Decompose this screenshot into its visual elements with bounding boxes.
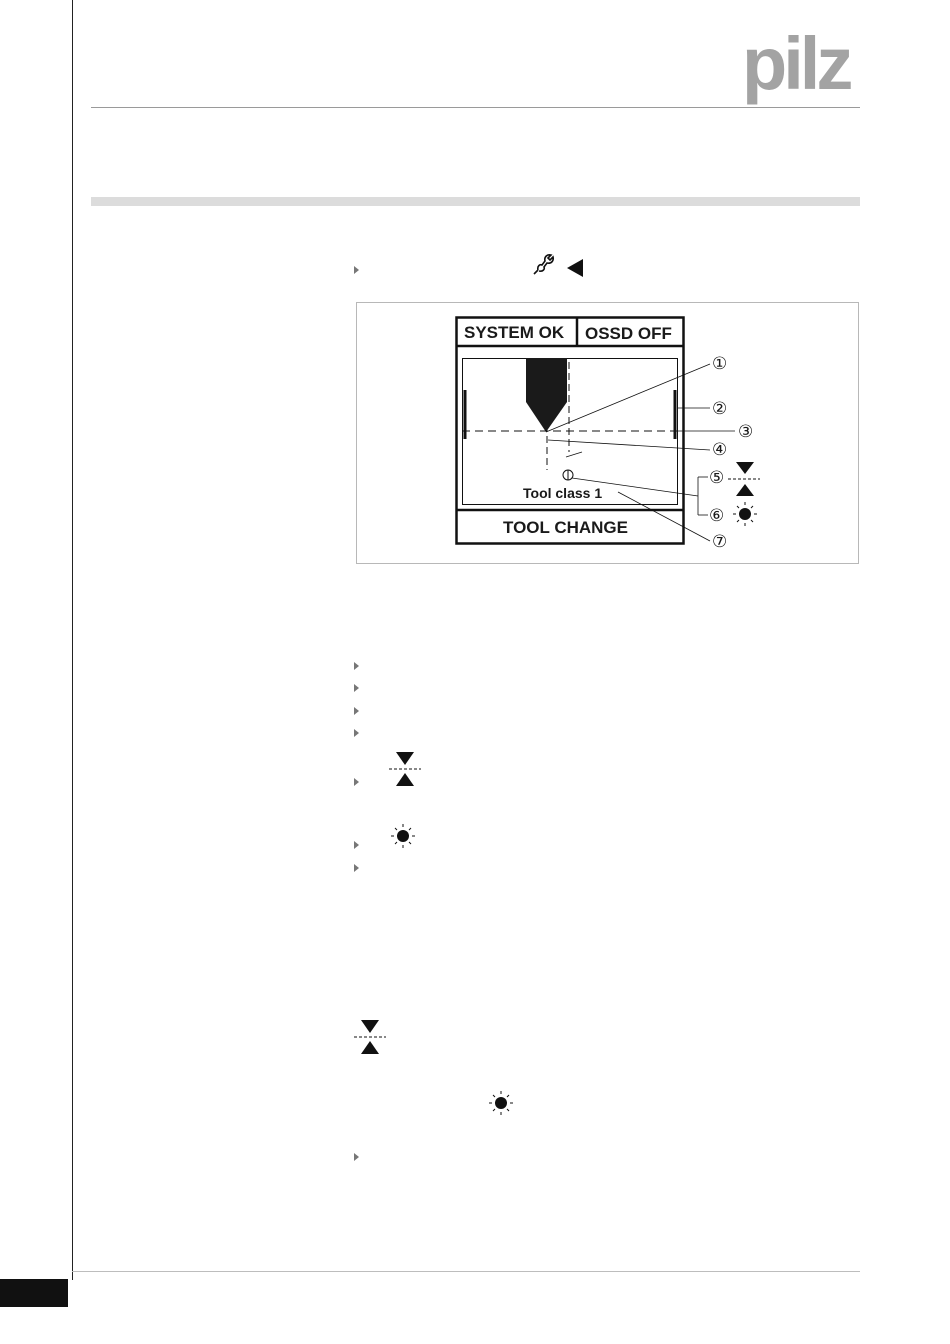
callout-2: ② xyxy=(712,399,728,418)
section-band xyxy=(91,197,860,206)
left-margin-line xyxy=(72,0,73,1280)
bullet-marker xyxy=(354,266,359,274)
footer-rule xyxy=(72,1271,860,1272)
status-ossd-off: OSSD OFF xyxy=(585,324,672,343)
callout-1: ① xyxy=(712,354,728,373)
bullet-marker xyxy=(354,1153,359,1161)
bullet-marker xyxy=(354,841,359,849)
left-arrow-icon xyxy=(566,258,584,278)
bullet-marker xyxy=(354,684,359,692)
callout-3: ③ xyxy=(738,422,754,441)
bullet-marker xyxy=(354,778,359,786)
callout-7: ⑦ xyxy=(712,532,728,551)
wrench-icon xyxy=(530,251,556,277)
tool-change-label: TOOL CHANGE xyxy=(503,518,628,537)
blink-light-icon xyxy=(487,1089,515,1117)
align-arrows-icon xyxy=(353,1018,387,1056)
bullet-marker xyxy=(354,707,359,715)
pilz-logo: pilz xyxy=(742,22,850,105)
blink-light-icon xyxy=(389,822,417,850)
align-arrows-icon xyxy=(388,750,422,788)
page-number-tab xyxy=(0,1279,68,1307)
header-rule xyxy=(91,107,860,108)
tool-class-label: Tool class 1 xyxy=(523,485,603,501)
callout-6: ⑥ xyxy=(709,506,725,525)
bullet-marker xyxy=(354,864,359,872)
bullet-marker xyxy=(354,662,359,670)
status-system-ok: SYSTEM OK xyxy=(464,323,565,342)
bullet-marker xyxy=(354,729,359,737)
callout-4: ④ xyxy=(712,440,728,459)
callout-5: ⑤ xyxy=(709,468,725,487)
